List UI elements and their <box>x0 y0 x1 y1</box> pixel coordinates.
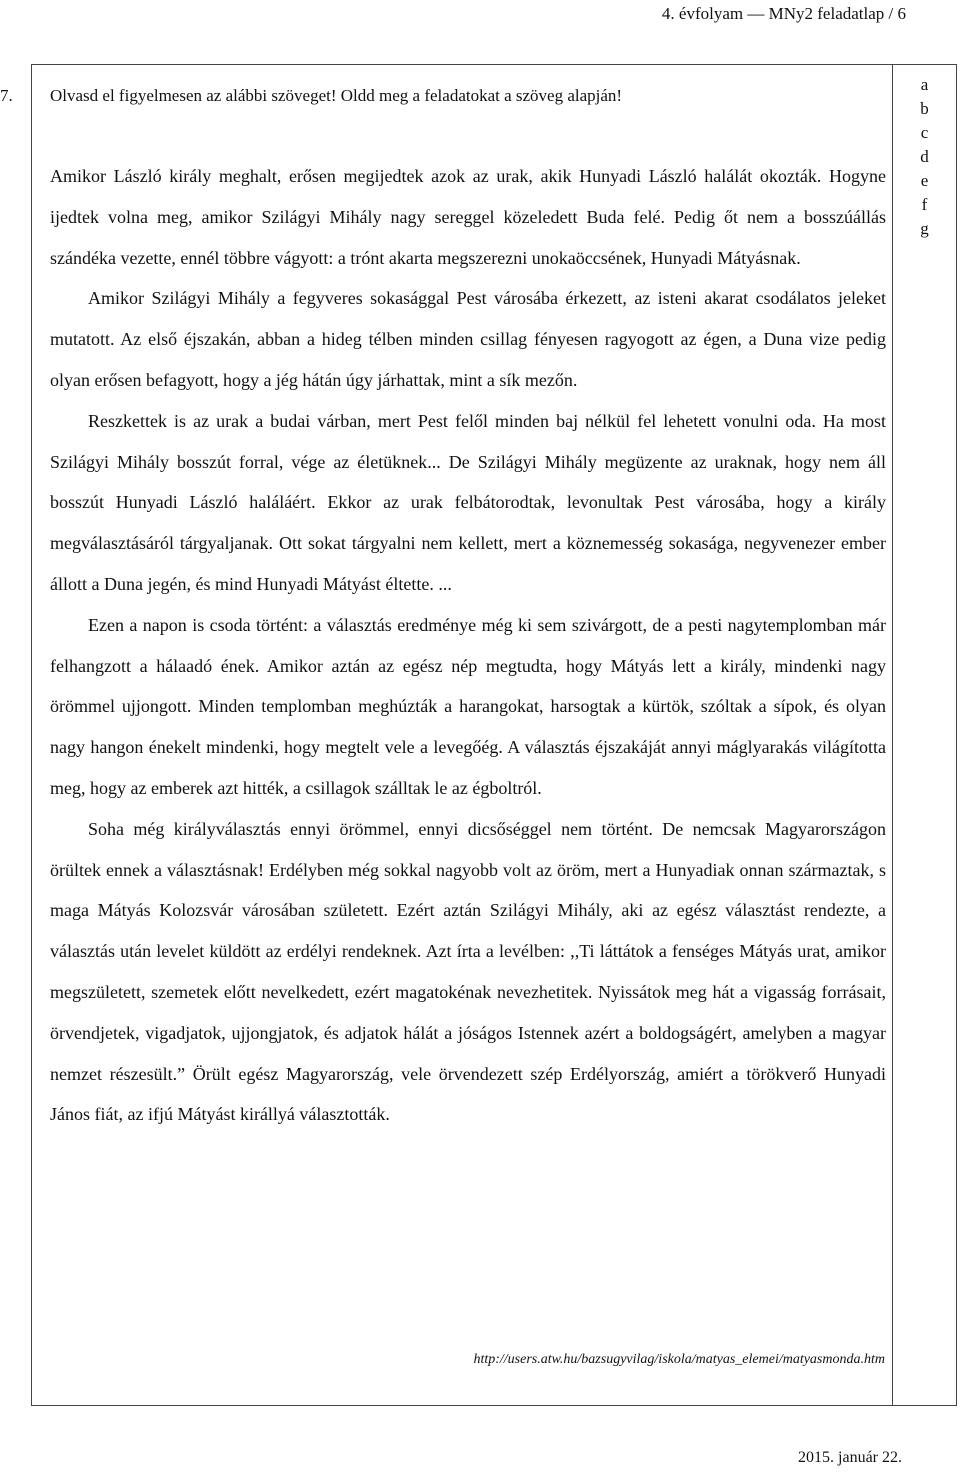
task-instruction: Olvasd el figyelmesen az alábbi szöveget! Oldd meg a feladatokat a szöveg alapján! <box>50 86 623 105</box>
paragraph-4: Ezen a napon is csoda történt: a választás eredménye még ki sem szivárgott, de a pesti nagytemplomban már felhangzott a hálaadó ének. Amikor aztán az egész nép megtudta, hogy Mátyás lett a király, mindenki nagy örömmel ujjongott. Minden templomban meghúzták a harangokat, harsogtak a kürtök, szóltak a sípok, és olyan nagy hangon énekelt mindenki, hogy megtelt vele a levegőég. A választás éjszakáját annyi máglyarakás világította meg, hogy az emberek azt hitték, a csillagok szálltak le az égboltról. <box>50 614 886 798</box>
scoring-letter-a: a <box>920 75 929 94</box>
paragraph-5: Soha még királyválasztás ennyi örömmel, ennyi dicsőséggel nem történt. De nemcsak Magyarországon örültek ennek a választásnak! Erdélyben még sokkal nagyobb volt az öröm, mert a Hunyadiak onnan származtak, s maga Mátyás Kolozsvár városában született. Ezért aztán Szilágyi Mihály, aki az egész választást rendezte, a választás után levelet küldött az erdélyi rendeknek. Azt írta a levélben: ,,Ti láttátok a fenséges Mátyás urat, amikor megszületett, szemetek előtt nevelkedett, ezért magatokénak nevezhetitek. Nyissátok meg hát a vigasság forrásait, örvendjetek, vigadjatok, ujjongjatok, és adjatok hálát a jóságos Istennek azért a boldogságért, amelyben a magyar nemzet részesült.” Örült egész Magyarország, vele örvendezett szép Erdélyország, amiért a törökverő Hunyadi János fiát, az ifjú Mátyást királlyá választották. <box>50 818 886 1125</box>
scoring-letter-c: c <box>920 123 929 142</box>
scoring-letter-e: e <box>920 171 929 190</box>
paragraph-2: Amikor Szilágyi Mihály a fegyveres sokasággal Pest városába érkezett, az isteni akarat csodálatos jeleket mutatott. Az első éjszakán, abban a hideg télben minden csillag fényesen ragyogott az égen, a Duna vize pedig olyan erősen befagyott, hogy a jég hátán úgy járhattak, mint a sík mezőn. <box>50 288 886 390</box>
scoring-letter-g: g <box>920 219 929 238</box>
scoring-letter-f: f <box>921 195 928 214</box>
reading-text <box>50 156 886 1135</box>
task-number: 7. <box>0 86 13 105</box>
scoring-letters <box>893 73 956 241</box>
source-url: http://users.atw.hu/bazsugyvilag/iskola/matyas_elemei/matyasmonda.htm <box>473 1352 885 1367</box>
scoring-margin <box>893 64 957 1406</box>
page-header: 4. évfolyam — MNy2 feladatlap / 6 <box>661 4 906 23</box>
paragraph-3: Reszkettek is az urak a budai várban, mert Pest felől minden baj nélkül fel lehetett vonulni oda. Ha most Szilágyi Mihály bosszút forral, vége az életüknek... De Szilágyi Mihály megüzente az uraknak, hogy nem áll bosszút Hunyadi László haláláért. Ekkor az urak felbátorodtak, levonultak Pest városába, hogy a király megválasztásáról tárgyaljanak. Ott sokat tárgyalni nem kellett, mert a köznemesség sokasága, negyvenezer ember állott a Duna jegén, és mind Hunyadi Mátyást éltette. ... <box>50 410 886 594</box>
footer-date: 2015. január 22. <box>798 1449 902 1466</box>
scoring-letter-d: d <box>920 147 929 166</box>
scoring-letter-b: b <box>920 99 929 118</box>
paragraph-1: Amikor László király meghalt, erősen megijedtek azok az urak, akik Hunyadi László halálát okozták. Hogyne ijedtek volna meg, amikor Szilágyi Mihály nagy sereggel közeledett Buda felé. Pedig őt nem a bosszúállás szándéka vezette, ennél többre vágyott: a trónt akarta megszerezni unokaöccsének, Hunyadi Mátyásnak. <box>50 166 886 268</box>
